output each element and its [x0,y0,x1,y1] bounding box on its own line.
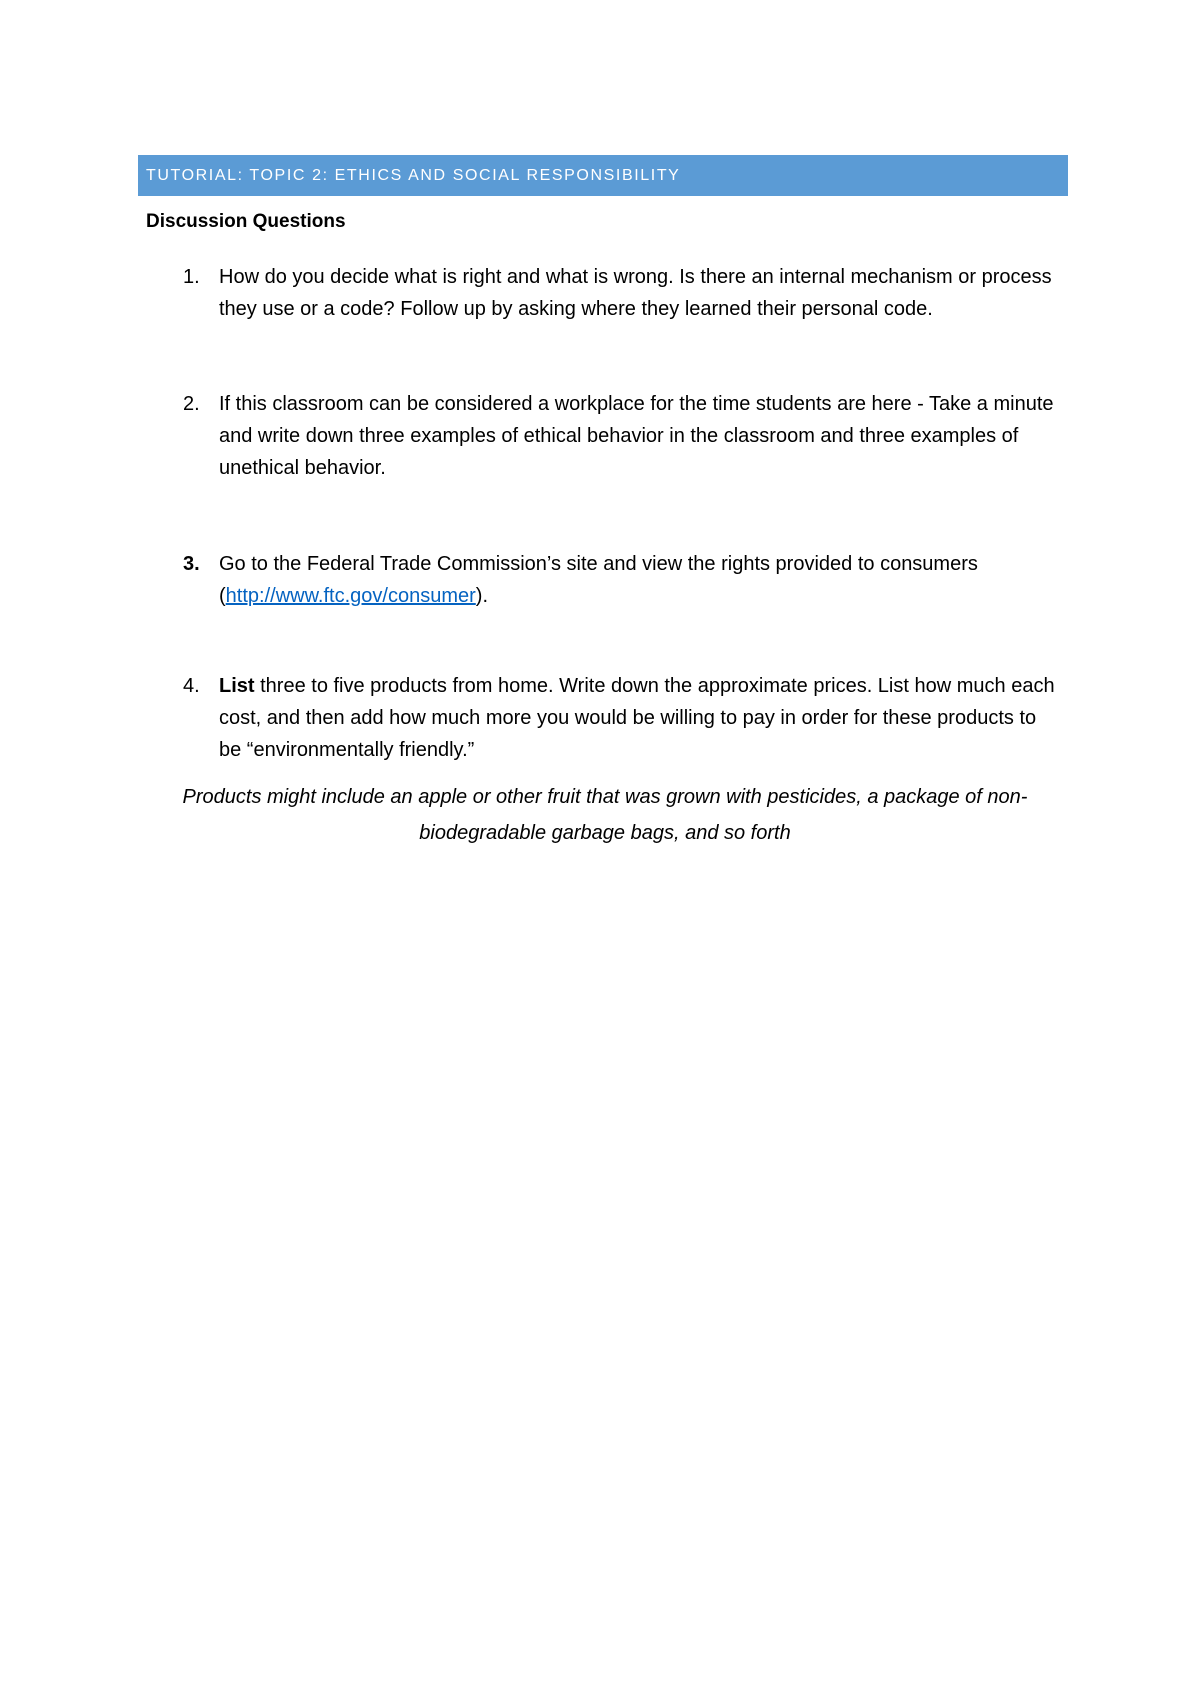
question-number: 3. [183,553,200,575]
question-item [183,261,1063,325]
question-text: How do you decide what is right and what is wrong. Is there an internal mechanism or process they use or a code? Follow up by asking where they learned their personal code. [219,266,1052,320]
section-header-band [138,155,1068,196]
question-text [219,548,1063,612]
question-number: 1. [183,266,200,288]
question-number: 4. [183,675,200,697]
section-heading: Discussion Questions [146,211,346,232]
question-text-after-link: ). [475,585,488,607]
question-number: 2. [183,393,200,415]
question-text [219,670,1063,766]
question-text-rest: three to five products from home. Write down the approximate prices. List how much each cost, and then add how much more you would be willing to pay in order for these products to be “environmentally friendly.” [219,675,1055,761]
question-item [183,388,1063,484]
question-text-before-link: Go to the Federal Trade Commission’s site and view the rights provided to consumers ( [219,553,978,607]
ftc-consumer-link[interactable]: http://www.ftc.gov/consumer [225,585,476,607]
example-note: Products might include an apple or other fruit that was grown with pesticides, a package of non-biodegradable garbage bags, and so forth [182,786,1028,844]
question-lead-word: List [219,675,255,697]
question-item [183,670,1063,766]
question-text: If this classroom can be considered a workplace for the time students are here - Take a minute and write down three examples of ethical behavior in the classroom and three examples of unethical behavior. [219,393,1054,479]
question-item [183,548,1063,612]
page-title: TUTORIAL: TOPIC 2: ETHICS AND SOCIAL RESPONSIBILITY [146,166,681,184]
